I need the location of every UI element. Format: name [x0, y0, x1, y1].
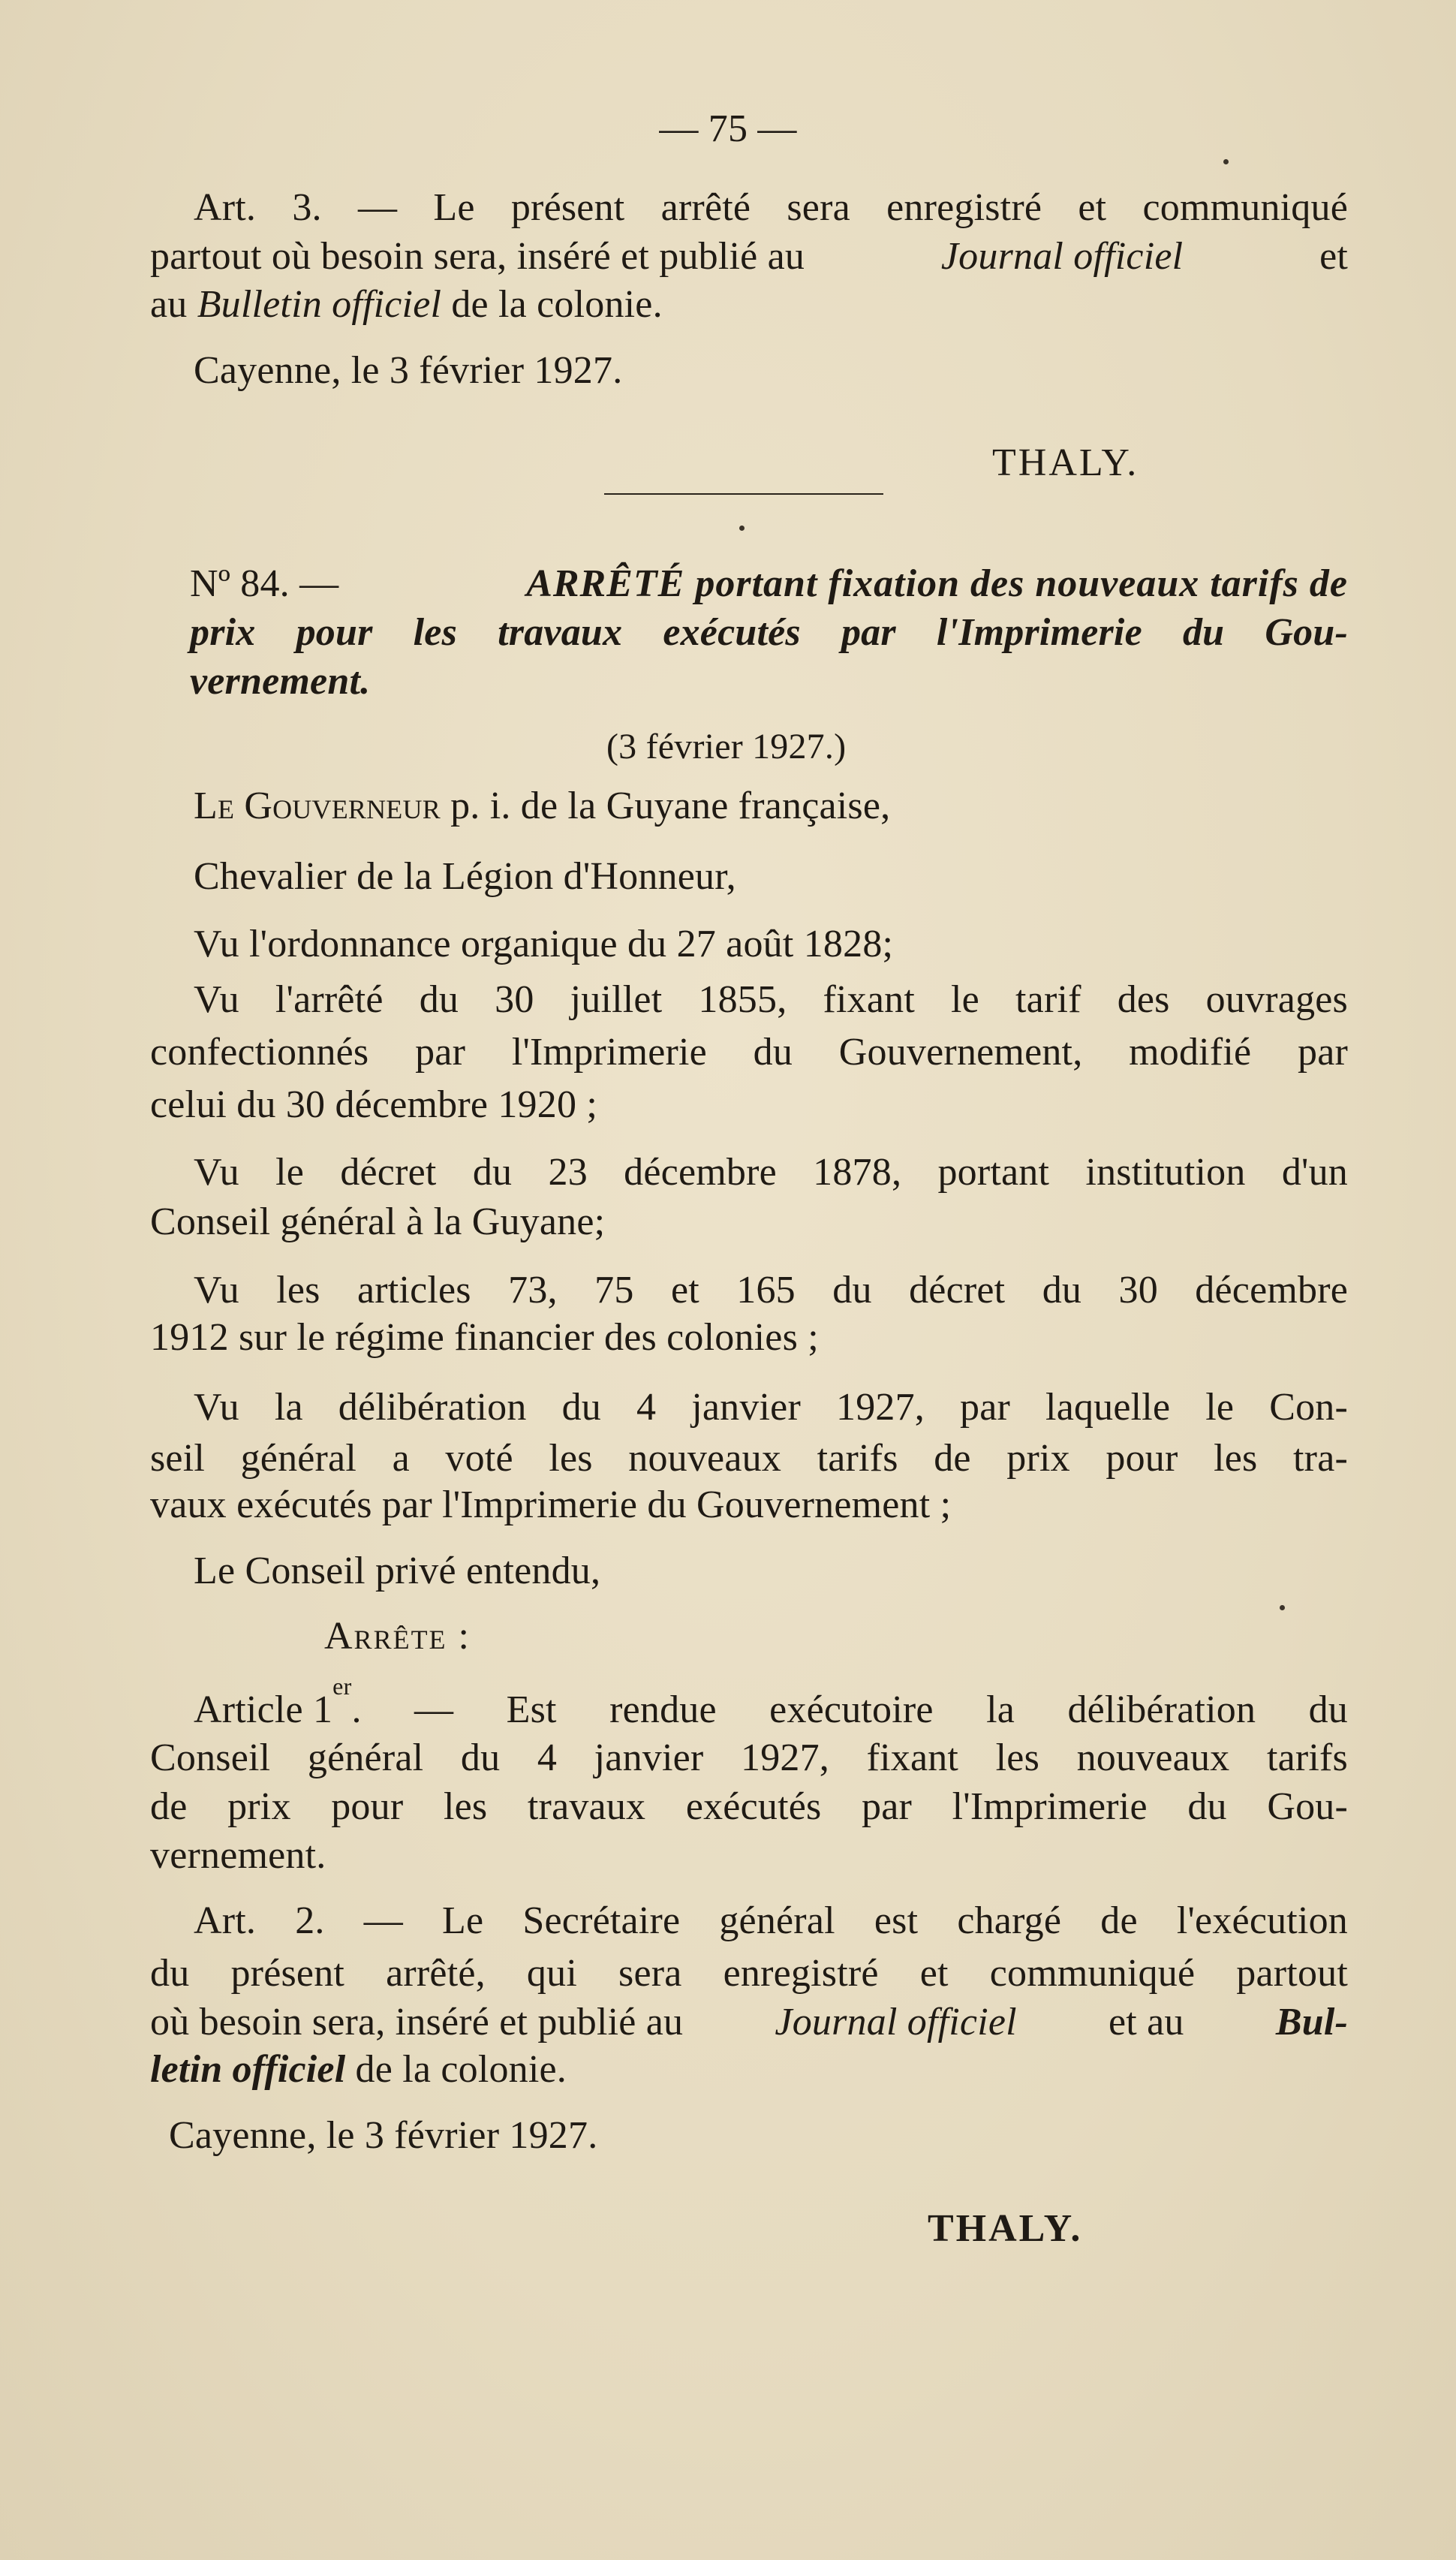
article1-line-2: Conseil général du 4 janvier 1927, fixant les nouveaux tarifs [150, 1736, 1348, 1779]
article2-line-3-text: où besoin sera, inséré et publié au [150, 2001, 684, 2043]
article2-officiel: officiel [232, 2048, 346, 2091]
preamble-vu-5-line-3: vaux exécutés par l'Imprimerie du Gouvernement ; [150, 1483, 952, 1526]
arrete84-title-line-1 [190, 560, 1348, 608]
print-speck [1223, 159, 1229, 164]
article1-label: Article 1 [194, 1688, 333, 1731]
article1-line-3: de prix pour les travaux exécutés par l'Imprimerie du Gou- [150, 1785, 1348, 1828]
preamble-gouverneur-rest: p. i. de la Guyane française, [450, 785, 891, 827]
page-number: — 75 — [659, 107, 797, 150]
article2-line-3 [150, 1998, 1348, 2046]
article1-sup: er [332, 1673, 352, 1700]
article2-bulletin-part: Bul- [1275, 2001, 1348, 2043]
article2-journal-officiel: Journal officiel [775, 2001, 1017, 2043]
preamble-vu-5-line-1: Vu la délibération du 4 janvier 1927, par laquelle le Con- [194, 1386, 1348, 1429]
art3-journal-officiel: Journal officiel [940, 235, 1184, 278]
article2-line-1: Art. 2. — Le Secrétaire général est chargé de l'exécution [194, 1899, 1348, 1942]
print-speck [739, 526, 745, 531]
arrete84-title-1: ARRÊTÉ portant fixation des nouveaux tarifs de [526, 562, 1348, 605]
preamble-vu-4-line-1: Vu les articles 73, 75 et 165 du décret du 30 décembre [194, 1269, 1348, 1312]
article2-et-au: et au [1109, 2001, 1184, 2043]
art3-line-2-text: partout où besoin sera, inséré et publié au [150, 235, 805, 278]
closing2-place-date: Cayenne, le 3 février 1927. [169, 2114, 598, 2157]
closing2-signature: THALY. [928, 2207, 1083, 2250]
preamble-arrete: Arrête : [324, 1615, 471, 1658]
article2-letin: letin [150, 2048, 223, 2091]
section-divider [604, 493, 883, 495]
preamble-vu-5-line-2: seil général a voté les nouveaux tarifs de prix pour les tra- [150, 1437, 1348, 1480]
preamble-conseil-prive: Le Conseil privé entendu, [194, 1550, 601, 1592]
preamble-vu-4-line-2: 1912 sur le régime financier des colonies ; [150, 1316, 819, 1359]
preamble-vu-2-line-1: Vu l'arrêté du 30 juillet 1855, fixant le tarif des ouvrages [194, 978, 1348, 1021]
preamble-gouverneur-title: Le Gouverneur [194, 785, 441, 827]
article1-line-1 [194, 1673, 1348, 1734]
article2-line-4 [150, 2046, 567, 2094]
arrete84-title-line-2: prix pour les travaux exécutés par l'Imprimerie du Gou- [190, 611, 1348, 654]
preamble-vu-3-line-1: Vu le décret du 23 décembre 1878, portant institution d'un [194, 1151, 1348, 1194]
preamble-vu-3-line-2: Conseil général à la Guyane; [150, 1200, 606, 1243]
preamble-gouverneur [194, 782, 890, 830]
art3-bulletin-officiel: Bulletin officiel [197, 283, 442, 326]
art3-et: et [1319, 235, 1348, 278]
art3-au: au [150, 283, 188, 326]
closing1-place-date: Cayenne, le 3 février 1927. [194, 349, 623, 392]
preamble-vu-2-line-3: celui du 30 décembre 1920 ; [150, 1083, 597, 1126]
arrete84-number: Nº 84. — [190, 562, 339, 605]
article1-first-rest: . — Est rendue exécutoire la délibération du [351, 1688, 1348, 1731]
print-speck [1280, 1605, 1285, 1610]
preamble-vu-1: Vu l'ordonnance organique du 27 août 1828; [194, 923, 894, 965]
art3-line-1: Art. 3. — Le présent arrêté sera enregistré et communiqué [194, 186, 1348, 229]
arrete84-date: (3 février 1927.) [606, 727, 847, 766]
article2-line-2: du présent arrêté, qui sera enregistré et communiqué partout [150, 1952, 1348, 1995]
preamble-chevalier: Chevalier de la Légion d'Honneur, [194, 855, 736, 898]
article2-de-la-colonie: de la colonie. [355, 2048, 567, 2091]
closing1-signature: THALY. [992, 441, 1139, 484]
arrete84-title-line-3: vernement. [190, 660, 371, 703]
preamble-vu-2-line-2: confectionnés par l'Imprimerie du Gouvernement, modifié par [150, 1031, 1348, 1074]
art3-de-la-colonie: de la colonie. [451, 283, 663, 326]
article1-line-4: vernement. [150, 1834, 326, 1877]
art3-line-2 [150, 233, 1348, 281]
art3-line-3 [150, 281, 663, 329]
